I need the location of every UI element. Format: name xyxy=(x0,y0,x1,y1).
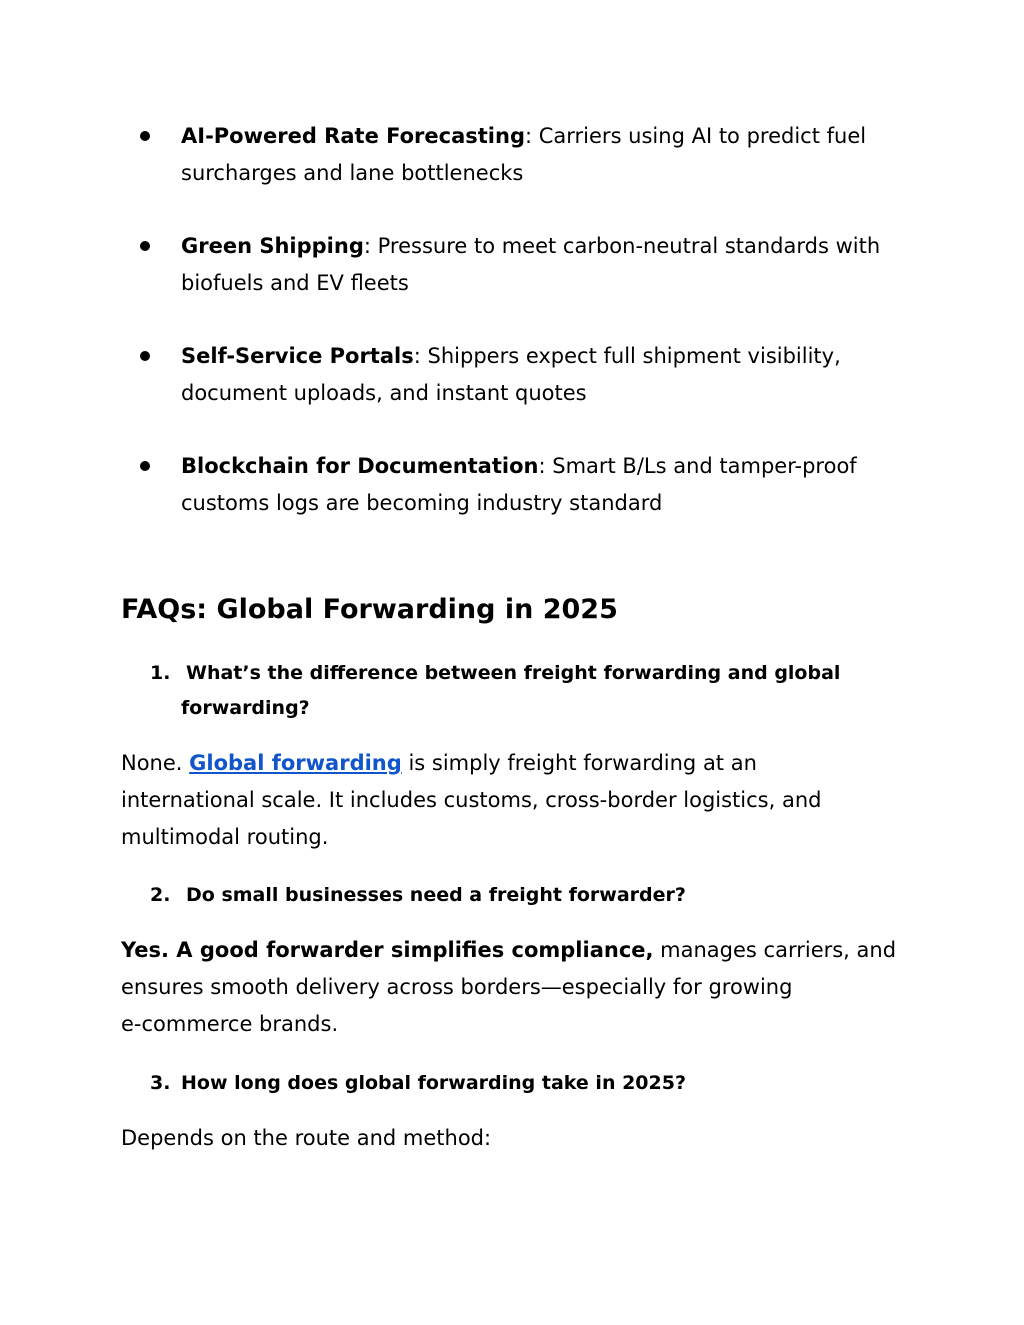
trends-bullet-list xyxy=(121,118,911,558)
bullet-text: document uploads, and instant quotes xyxy=(181,381,587,405)
question-number: 1. xyxy=(150,662,171,684)
question-text: forwarding? xyxy=(181,697,310,719)
bullet-term: AI-Powered Rate Forecasting xyxy=(181,124,525,148)
answer-text: manages carriers, and xyxy=(653,938,897,962)
question-text: What’s the difference between freight forwarding and global xyxy=(186,662,841,684)
faq-heading: FAQs: Global Forwarding in 2025 xyxy=(121,594,618,625)
bullet-text: Carriers using AI to predict fuel xyxy=(538,124,867,148)
list-item xyxy=(121,118,911,192)
question-number: 3. xyxy=(150,1072,171,1094)
bullet-term: Self-Service Portals xyxy=(181,344,414,368)
bullet-text: Smart B/Ls and tamper-proof xyxy=(552,454,857,478)
faq-answer-1 xyxy=(121,745,911,856)
answer-text: None. xyxy=(121,751,190,775)
faq-answer-3 xyxy=(121,1120,911,1157)
answer-text: is simply freight forwarding at an xyxy=(401,751,757,775)
list-item xyxy=(121,338,911,412)
bullet-icon xyxy=(140,461,150,471)
bullet-separator: : xyxy=(538,454,553,478)
bullet-separator: : xyxy=(524,124,539,148)
question-text: Do small businesses need a freight forwarder? xyxy=(186,884,686,906)
answer-text: multimodal routing. xyxy=(121,825,329,849)
bullet-text: Shippers expect full shipment visibility, xyxy=(427,344,841,368)
answer-text: ensures smooth delivery across borders—especially for growing xyxy=(121,975,793,999)
faq-answer-2 xyxy=(121,932,911,1043)
answer-bold-text: Yes. A good forwarder simplifies compliance, xyxy=(121,938,654,962)
bullet-icon xyxy=(140,351,150,361)
question-number: 2. xyxy=(150,884,171,906)
bullet-text: customs logs are becoming industry standard xyxy=(181,491,663,515)
faq-question-3 xyxy=(150,1066,870,1101)
bullet-term: Green Shipping xyxy=(181,234,364,258)
bullet-text: Pressure to meet carbon-neutral standards with xyxy=(377,234,881,258)
answer-text: international scale. It includes customs, cross-border logistics, and xyxy=(121,788,822,812)
bullet-text: surcharges and lane bottlenecks xyxy=(181,161,524,185)
bullet-text: biofuels and EV fleets xyxy=(181,271,409,295)
faq-question-1 xyxy=(150,656,870,726)
bullet-term: Blockchain for Documentation xyxy=(181,454,539,478)
list-item xyxy=(121,228,911,302)
question-text: How long does global forwarding take in 2025? xyxy=(181,1072,686,1094)
answer-text: Depends on the route and method: xyxy=(121,1126,492,1150)
bullet-separator: : xyxy=(363,234,378,258)
global-forwarding-link[interactable]: Global forwarding xyxy=(189,751,402,775)
bullet-icon xyxy=(140,241,150,251)
list-item xyxy=(121,448,911,522)
answer-text: e-commerce brands. xyxy=(121,1012,339,1036)
bullet-icon xyxy=(140,131,150,141)
faq-question-2 xyxy=(150,878,870,913)
bullet-separator: : xyxy=(413,344,428,368)
